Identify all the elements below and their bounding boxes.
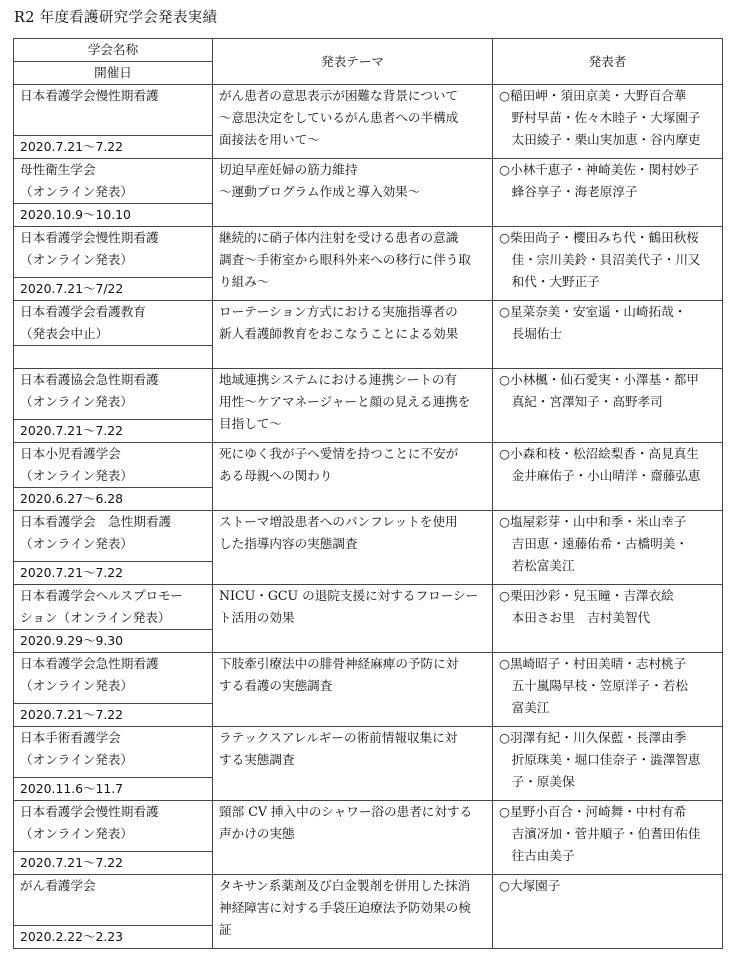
table-row — [14, 727, 723, 778]
date-cell — [14, 346, 213, 369]
table-body — [14, 85, 723, 949]
table-row — [14, 301, 723, 346]
theme-cell: ストーマ増設患者へのパンフレットを使用 した指導内容の実態調査 — [213, 511, 493, 585]
society-cell: 日本看護学会慢性期看護 （オンライン発表） — [14, 227, 213, 278]
society-cell: 母性衛生学会 （オンライン発表） — [14, 159, 213, 204]
theme-cell: 切迫早産妊婦の筋力維持 ～運動プログラム作成と導入効果～ — [213, 159, 493, 227]
table-row — [14, 653, 723, 704]
presenters-cell: ○黒崎昭子・村田美晴・志村桃子 五十嵐陽早枝・笠原洋子・若松 富美江 — [493, 653, 723, 727]
date-cell: 2020.7.21～7.22 — [14, 852, 213, 875]
table-row — [14, 511, 723, 562]
date-cell: 2020.9.29～9.30 — [14, 630, 213, 653]
header-presenters: 発表者 — [493, 39, 723, 85]
table-row — [14, 159, 723, 204]
presenters-cell: ○星菜奈美・安室遥・山崎拓哉・ 長堀佑士 — [493, 301, 723, 369]
theme-cell: ラテックスアレルギーの術前情報収集に対 する実態調査 — [213, 727, 493, 801]
header-theme: 発表テーマ — [213, 39, 493, 85]
theme-cell: NICU・GCU の退院支援に対するフローシー ト活用の効果 — [213, 585, 493, 653]
presenters-cell: ○柴田尚子・櫻田みち代・鶴田秋桜 佳・宗川美鈴・貝沼美代子・川又 和代・大野正子 — [493, 227, 723, 301]
date-cell: 2020.7.21～7.22 — [14, 420, 213, 443]
header-date: 開催日 — [14, 62, 213, 85]
theme-cell: 地域連携システムにおける連携シートの有 用性～ケアマネージャーと顔の見える連携を 目指して～ — [213, 369, 493, 443]
table-row — [14, 875, 723, 926]
theme-cell: タキサン系薬剤及び白金製剤を併用した抹消 神経障害に対する手袋圧迫療法予防効果の検 証 — [213, 875, 493, 949]
presenters-cell: ○星野小百合・河崎舞・中村有希 吉濱冴加・菅井順子・伯耆田佑佳 往古由美子 — [493, 801, 723, 875]
presenters-cell: ○小林楓・仙石愛実・小澤基・都甲 真紀・宮澤知子・高野孝司 — [493, 369, 723, 443]
presenters-cell: ○羽澤有紀・川久保藍・長澤由季 折原珠美・堀口佳奈子・澁澤智恵 子・原美保 — [493, 727, 723, 801]
society-cell: 日本看護学会急性期看護 （オンライン発表） — [14, 653, 213, 704]
date-cell: 2020.7.21～7.22 — [14, 136, 213, 159]
table-row — [14, 801, 723, 852]
society-cell: 日本看護学会ヘルスプロモー ション（オンライン発表） — [14, 585, 213, 630]
society-cell: 日本看護学会慢性期看護 （オンライン発表） — [14, 801, 213, 852]
presenters-cell: ○小森和枝・松沼絵梨香・高見真生 金井麻佑子・小山晴洋・齋藤弘恵 — [493, 443, 723, 511]
theme-cell: ローテーション方式における実施指導者の 新人看護師教育をおこなうことによる効果 — [213, 301, 493, 369]
society-cell: 日本看護学会看護教育 （発表会中止） — [14, 301, 213, 346]
date-cell: 2020.6.27～6.28 — [14, 488, 213, 511]
presenters-cell: ○稲田岬・須田京美・大野百合華 野村早苗・佐々木睦子・大塚園子 太田綾子・栗山実加恵・谷内摩吏 — [493, 85, 723, 159]
table-row — [14, 369, 723, 420]
society-cell: 日本看護学会 急性期看護 （オンライン発表） — [14, 511, 213, 562]
presenters-cell: ○大塚園子 — [493, 875, 723, 949]
page-title: R2 年度看護研究学会発表実績 — [14, 10, 218, 26]
theme-cell: 頸部 CV 挿入中のシャワー浴の患者に対する 声かけの実態 — [213, 801, 493, 875]
presenters-cell: ○塩屋彩芽・山中和季・米山幸子 吉田恵・遠藤佑希・古橋明美・ 若松富美江 — [493, 511, 723, 585]
presenters-cell: ○小林千恵子・神崎美佐・関村妙子 蜂谷享子・海老原淳子 — [493, 159, 723, 227]
theme-cell: 下肢牽引療法中の腓骨神経麻痺の予防に対 する看護の実態調査 — [213, 653, 493, 727]
society-cell: 日本小児看護学会 （オンライン発表） — [14, 443, 213, 488]
theme-cell: がん患者の意思表示が困難な背景について ～意思決定をしているがん患者への半構成 面接法を用いて～ — [213, 85, 493, 159]
date-cell: 2020.2.22～2.23 — [14, 926, 213, 949]
table-row — [14, 443, 723, 488]
table-row — [14, 227, 723, 278]
presentation-table — [13, 38, 723, 949]
theme-cell: 死にゆく我が子へ愛情を持つことに不安が ある母親への関わり — [213, 443, 493, 511]
society-cell: 日本看護協会急性期看護 （オンライン発表） — [14, 369, 213, 420]
society-cell: 日本看護学会慢性期看護 — [14, 85, 213, 136]
presenters-cell: ○栗田沙彩・兒玉瞳・吉澤衣絵 本田さお里 吉村美智代 — [493, 585, 723, 653]
society-cell: がん看護学会 — [14, 875, 213, 926]
date-cell: 2020.7.21～7/22 — [14, 278, 213, 301]
theme-cell: 継続的に硝子体内注射を受ける患者の意識 調査～手術室から眼科外来への移行に伴う取 り組み～ — [213, 227, 493, 301]
date-cell: 2020.10.9～10.10 — [14, 204, 213, 227]
header-society: 学会名称 — [14, 39, 213, 62]
date-cell: 2020.7.21～7.22 — [14, 562, 213, 585]
society-cell: 日本手術看護学会 （オンライン発表） — [14, 727, 213, 778]
table-row — [14, 85, 723, 136]
table-row — [14, 585, 723, 630]
date-cell: 2020.7.21～7.22 — [14, 704, 213, 727]
date-cell: 2020.11.6～11.7 — [14, 778, 213, 801]
